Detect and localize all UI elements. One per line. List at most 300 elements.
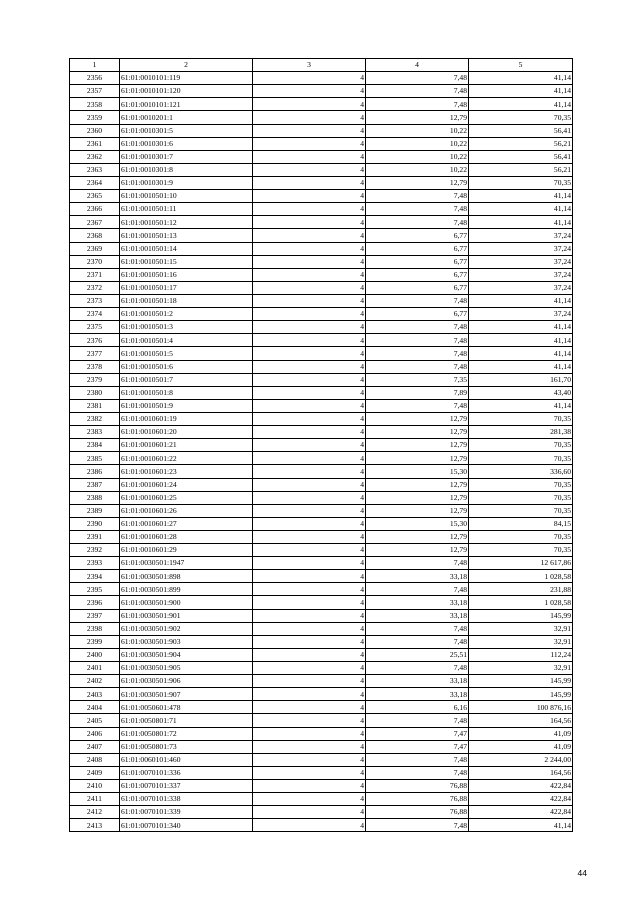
cadastral-number-cell: 61:01:0070101:339 (120, 806, 253, 819)
column-5-cell: 37,24 (469, 242, 573, 255)
cadastral-number-cell: 61:01:0010501:11 (120, 203, 253, 216)
column-4-cell: 12,79 (366, 504, 469, 517)
column-3-cell: 4 (253, 294, 366, 307)
row-number-cell: 2373 (70, 294, 120, 307)
column-5-cell: 231,88 (469, 583, 573, 596)
column-5-cell: 37,24 (469, 281, 573, 294)
column-5-cell: 12 617,86 (469, 557, 573, 570)
row-number-cell: 2391 (70, 530, 120, 543)
column-5-cell: 41,14 (469, 360, 573, 373)
column-4-cell: 7,48 (366, 662, 469, 675)
cadastral-number-cell: 61:01:0010501:14 (120, 242, 253, 255)
column-5-cell: 32,91 (469, 622, 573, 635)
row-number-cell: 2412 (70, 806, 120, 819)
cadastral-number-cell: 61:01:0010101:119 (120, 72, 253, 85)
row-number-cell: 2357 (70, 85, 120, 98)
column-5-cell: 2 244,00 (469, 753, 573, 766)
column-4-cell: 12,79 (366, 478, 469, 491)
column-3-cell: 4 (253, 203, 366, 216)
column-3-cell: 4 (253, 819, 366, 832)
column-3-cell: 4 (253, 386, 366, 399)
data-table (69, 58, 573, 832)
table-row (70, 714, 573, 727)
column-5-cell: 43,40 (469, 386, 573, 399)
column-3-cell: 4 (253, 504, 366, 517)
column-4-cell: 15,30 (366, 465, 469, 478)
column-4-cell: 7,47 (366, 727, 469, 740)
cadastral-number-cell: 61:01:0010301:7 (120, 150, 253, 163)
column-4-cell: 7,48 (366, 294, 469, 307)
column-3-cell: 4 (253, 465, 366, 478)
column-3-cell: 4 (253, 596, 366, 609)
column-5-cell: 41,14 (469, 294, 573, 307)
column-3-cell: 4 (253, 740, 366, 753)
column-4-cell: 6,77 (366, 308, 469, 321)
cadastral-number-cell: 61:01:0030501:901 (120, 609, 253, 622)
column-4-cell: 12,79 (366, 426, 469, 439)
column-4-cell: 10,22 (366, 163, 469, 176)
column-3-cell: 4 (253, 373, 366, 386)
table-row (70, 793, 573, 806)
table-row (70, 557, 573, 570)
column-4-cell: 7,89 (366, 386, 469, 399)
row-number-cell: 2358 (70, 98, 120, 111)
column-5-cell: 84,15 (469, 517, 573, 530)
cadastral-number-cell: 61:01:0070101:336 (120, 766, 253, 779)
cadastral-number-cell: 61:01:0050801:72 (120, 727, 253, 740)
column-3-cell: 4 (253, 662, 366, 675)
table-row (70, 648, 573, 661)
column-header: 1 (70, 59, 120, 72)
column-5-cell: 41,14 (469, 334, 573, 347)
column-4-cell: 33,18 (366, 596, 469, 609)
row-number-cell: 2370 (70, 255, 120, 268)
cadastral-number-cell: 61:01:0010601:26 (120, 504, 253, 517)
row-number-cell: 2359 (70, 111, 120, 124)
cadastral-number-cell: 61:01:0030501:906 (120, 675, 253, 688)
row-number-cell: 2363 (70, 163, 120, 176)
table-row (70, 596, 573, 609)
table-row (70, 452, 573, 465)
cadastral-number-cell: 61:01:0010501:12 (120, 216, 253, 229)
cadastral-number-cell: 61:01:0010301:8 (120, 163, 253, 176)
column-4-cell: 7,48 (366, 347, 469, 360)
column-5-cell: 41,14 (469, 203, 573, 216)
column-5-cell: 41,14 (469, 321, 573, 334)
cadastral-number-cell: 61:01:0010501:13 (120, 229, 253, 242)
column-3-cell: 4 (253, 334, 366, 347)
row-number-cell: 2389 (70, 504, 120, 517)
cadastral-number-cell: 61:01:0010601:19 (120, 412, 253, 425)
table-row (70, 334, 573, 347)
row-number-cell: 2408 (70, 753, 120, 766)
row-number-cell: 2390 (70, 517, 120, 530)
row-number-cell: 2411 (70, 793, 120, 806)
column-3-cell: 4 (253, 426, 366, 439)
column-3-cell: 4 (253, 530, 366, 543)
table-row (70, 268, 573, 281)
column-5-cell: 41,14 (469, 216, 573, 229)
column-5-cell: 164,56 (469, 714, 573, 727)
column-5-cell: 336,60 (469, 465, 573, 478)
table-row (70, 609, 573, 622)
table-row (70, 635, 573, 648)
cadastral-number-cell: 61:01:0030501:899 (120, 583, 253, 596)
column-4-cell: 6,77 (366, 255, 469, 268)
row-number-cell: 2380 (70, 386, 120, 399)
column-4-cell: 12,79 (366, 111, 469, 124)
table-row (70, 203, 573, 216)
column-4-cell: 7,48 (366, 321, 469, 334)
table-row (70, 111, 573, 124)
table-row (70, 229, 573, 242)
row-number-cell: 2396 (70, 596, 120, 609)
table-row (70, 281, 573, 294)
row-number-cell: 2375 (70, 321, 120, 334)
cadastral-number-cell: 61:01:0010501:7 (120, 373, 253, 386)
column-3-cell: 4 (253, 753, 366, 766)
column-5-cell: 41,14 (469, 190, 573, 203)
column-4-cell: 7,48 (366, 399, 469, 412)
column-5-cell: 70,35 (469, 412, 573, 425)
column-5-cell: 70,35 (469, 530, 573, 543)
row-number-cell: 2386 (70, 465, 120, 478)
table-row (70, 478, 573, 491)
column-5-cell: 145,99 (469, 609, 573, 622)
table-row (70, 465, 573, 478)
column-3-cell: 4 (253, 793, 366, 806)
column-header: 4 (366, 59, 469, 72)
table-row (70, 294, 573, 307)
column-3-cell: 4 (253, 412, 366, 425)
column-5-cell: 100 876,16 (469, 701, 573, 714)
column-3-cell: 4 (253, 85, 366, 98)
table-row (70, 360, 573, 373)
column-5-cell: 70,35 (469, 504, 573, 517)
table-row (70, 780, 573, 793)
cadastral-number-cell: 61:01:0010601:29 (120, 544, 253, 557)
table-row (70, 675, 573, 688)
column-4-cell: 7,48 (366, 753, 469, 766)
column-5-cell: 164,56 (469, 766, 573, 779)
row-number-cell: 2403 (70, 688, 120, 701)
table-row (70, 570, 573, 583)
table-row (70, 399, 573, 412)
column-5-cell: 422,84 (469, 806, 573, 819)
cadastral-number-cell: 61:01:0010601:20 (120, 426, 253, 439)
table-row (70, 98, 573, 111)
table-row (70, 426, 573, 439)
row-number-cell: 2377 (70, 347, 120, 360)
cadastral-number-cell: 61:01:0030501:907 (120, 688, 253, 701)
column-3-cell: 4 (253, 766, 366, 779)
column-4-cell: 12,79 (366, 439, 469, 452)
row-number-cell: 2374 (70, 308, 120, 321)
table-row (70, 583, 573, 596)
table-row (70, 150, 573, 163)
column-5-cell: 145,99 (469, 688, 573, 701)
cadastral-number-cell: 61:01:0050801:71 (120, 714, 253, 727)
cadastral-number-cell: 61:01:0030501:903 (120, 635, 253, 648)
table-row (70, 137, 573, 150)
column-4-cell: 7,48 (366, 216, 469, 229)
table-row (70, 85, 573, 98)
cadastral-number-cell: 61:01:0010501:15 (120, 255, 253, 268)
column-3-cell: 4 (253, 727, 366, 740)
row-number-cell: 2399 (70, 635, 120, 648)
column-4-cell: 76,88 (366, 780, 469, 793)
column-3-cell: 4 (253, 268, 366, 281)
cadastral-number-cell: 61:01:0010501:2 (120, 308, 253, 321)
column-5-cell: 37,24 (469, 268, 573, 281)
column-5-cell: 112,24 (469, 648, 573, 661)
table-row (70, 124, 573, 137)
cadastral-number-cell: 61:01:0010601:23 (120, 465, 253, 478)
column-4-cell: 7,48 (366, 85, 469, 98)
cadastral-number-cell: 61:01:0010601:25 (120, 491, 253, 504)
column-4-cell: 33,18 (366, 609, 469, 622)
row-number-cell: 2385 (70, 452, 120, 465)
cadastral-number-cell: 61:01:0050801:73 (120, 740, 253, 753)
column-5-cell: 422,84 (469, 793, 573, 806)
column-5-cell: 70,35 (469, 452, 573, 465)
column-4-cell: 7,48 (366, 334, 469, 347)
table-row (70, 373, 573, 386)
column-5-cell: 70,35 (469, 439, 573, 452)
column-3-cell: 4 (253, 622, 366, 635)
table-row (70, 439, 573, 452)
table-row (70, 662, 573, 675)
row-number-cell: 2387 (70, 478, 120, 491)
cadastral-number-cell: 61:01:0030501:900 (120, 596, 253, 609)
column-4-cell: 12,79 (366, 491, 469, 504)
row-number-cell: 2371 (70, 268, 120, 281)
column-4-cell: 33,18 (366, 675, 469, 688)
column-5-cell: 32,91 (469, 662, 573, 675)
column-4-cell: 12,79 (366, 530, 469, 543)
column-header: 3 (253, 59, 366, 72)
row-number-cell: 2413 (70, 819, 120, 832)
cadastral-number-cell: 61:01:0030501:905 (120, 662, 253, 675)
column-5-cell: 32,91 (469, 635, 573, 648)
column-5-cell: 70,35 (469, 544, 573, 557)
cadastral-number-cell: 61:01:0010601:21 (120, 439, 253, 452)
column-5-cell: 70,35 (469, 176, 573, 189)
column-header: 2 (120, 59, 253, 72)
column-5-cell: 41,14 (469, 98, 573, 111)
cadastral-number-cell: 61:01:0070101:340 (120, 819, 253, 832)
row-number-cell: 2379 (70, 373, 120, 386)
row-number-cell: 2362 (70, 150, 120, 163)
column-3-cell: 4 (253, 517, 366, 530)
column-3-cell: 4 (253, 308, 366, 321)
column-5-cell: 41,09 (469, 727, 573, 740)
column-5-cell: 145,99 (469, 675, 573, 688)
column-3-cell: 4 (253, 190, 366, 203)
column-3-cell: 4 (253, 570, 366, 583)
table-row (70, 727, 573, 740)
column-4-cell: 33,18 (366, 688, 469, 701)
column-3-cell: 4 (253, 688, 366, 701)
cadastral-number-cell: 61:01:0010501:6 (120, 360, 253, 373)
column-4-cell: 7,48 (366, 714, 469, 727)
table-row (70, 216, 573, 229)
column-5-cell: 56,21 (469, 163, 573, 176)
column-3-cell: 4 (253, 216, 366, 229)
cadastral-number-cell: 61:01:0030501:904 (120, 648, 253, 661)
column-4-cell: 7,48 (366, 190, 469, 203)
cadastral-number-cell: 61:01:0060101:460 (120, 753, 253, 766)
column-5-cell: 70,35 (469, 491, 573, 504)
column-4-cell: 7,48 (366, 583, 469, 596)
column-3-cell: 4 (253, 98, 366, 111)
table-row (70, 530, 573, 543)
table-row (70, 386, 573, 399)
table-row (70, 504, 573, 517)
table-row (70, 766, 573, 779)
row-number-cell: 2394 (70, 570, 120, 583)
row-number-cell: 2366 (70, 203, 120, 216)
table-row (70, 321, 573, 334)
column-5-cell: 37,24 (469, 255, 573, 268)
column-5-cell: 1 028,58 (469, 596, 573, 609)
table-row (70, 412, 573, 425)
column-3-cell: 4 (253, 714, 366, 727)
column-3-cell: 4 (253, 72, 366, 85)
column-5-cell: 281,38 (469, 426, 573, 439)
column-4-cell: 12,79 (366, 412, 469, 425)
column-5-cell: 70,35 (469, 111, 573, 124)
cadastral-number-cell: 61:01:0010501:8 (120, 386, 253, 399)
column-4-cell: 25,51 (366, 648, 469, 661)
row-number-cell: 2367 (70, 216, 120, 229)
cadastral-number-cell: 61:01:0010501:5 (120, 347, 253, 360)
column-3-cell: 4 (253, 609, 366, 622)
page-number: 44 (577, 868, 587, 878)
table-row (70, 163, 573, 176)
column-3-cell: 4 (253, 780, 366, 793)
column-3-cell: 4 (253, 347, 366, 360)
row-number-cell: 2364 (70, 176, 120, 189)
column-5-cell: 1 028,58 (469, 570, 573, 583)
row-number-cell: 2407 (70, 740, 120, 753)
column-3-cell: 4 (253, 150, 366, 163)
column-4-cell: 7,48 (366, 819, 469, 832)
cadastral-number-cell: 61:01:0010101:121 (120, 98, 253, 111)
row-number-cell: 2400 (70, 648, 120, 661)
column-4-cell: 10,22 (366, 137, 469, 150)
column-5-cell: 161,70 (469, 373, 573, 386)
table-row (70, 308, 573, 321)
column-5-cell: 41,09 (469, 740, 573, 753)
column-5-cell: 70,35 (469, 478, 573, 491)
cadastral-number-cell: 61:01:0010601:22 (120, 452, 253, 465)
row-number-cell: 2360 (70, 124, 120, 137)
table-row (70, 701, 573, 714)
column-3-cell: 4 (253, 124, 366, 137)
cadastral-number-cell: 61:01:0070101:337 (120, 780, 253, 793)
column-4-cell: 76,88 (366, 793, 469, 806)
column-4-cell: 15,30 (366, 517, 469, 530)
cadastral-number-cell: 61:01:0010301:5 (120, 124, 253, 137)
cadastral-number-cell: 61:01:0010501:9 (120, 399, 253, 412)
row-number-cell: 2398 (70, 622, 120, 635)
column-3-cell: 4 (253, 648, 366, 661)
column-4-cell: 6,16 (366, 701, 469, 714)
cadastral-number-cell: 61:01:0070101:338 (120, 793, 253, 806)
row-number-cell: 2397 (70, 609, 120, 622)
column-5-cell: 41,14 (469, 347, 573, 360)
cadastral-number-cell: 61:01:0010101:120 (120, 85, 253, 98)
cadastral-number-cell: 61:01:0030501:1947 (120, 557, 253, 570)
row-number-cell: 2404 (70, 701, 120, 714)
column-4-cell: 7,48 (366, 98, 469, 111)
row-number-cell: 2382 (70, 412, 120, 425)
cadastral-number-cell: 61:01:0050601:478 (120, 701, 253, 714)
column-5-cell: 422,84 (469, 780, 573, 793)
column-3-cell: 4 (253, 557, 366, 570)
column-4-cell: 76,88 (366, 806, 469, 819)
column-header: 5 (469, 59, 573, 72)
column-4-cell: 10,22 (366, 124, 469, 137)
column-3-cell: 4 (253, 439, 366, 452)
cadastral-number-cell: 61:01:0010501:17 (120, 281, 253, 294)
row-number-cell: 2361 (70, 137, 120, 150)
column-4-cell: 12,79 (366, 544, 469, 557)
table-body (70, 72, 573, 832)
column-3-cell: 4 (253, 399, 366, 412)
column-4-cell: 6,77 (366, 242, 469, 255)
table-row (70, 255, 573, 268)
column-4-cell: 7,48 (366, 635, 469, 648)
column-4-cell: 7,35 (366, 373, 469, 386)
cadastral-number-cell: 61:01:0010501:18 (120, 294, 253, 307)
column-3-cell: 4 (253, 281, 366, 294)
cadastral-number-cell: 61:01:0010301:9 (120, 176, 253, 189)
cadastral-number-cell: 61:01:0010501:3 (120, 321, 253, 334)
column-4-cell: 7,48 (366, 622, 469, 635)
column-4-cell: 7,48 (366, 766, 469, 779)
row-number-cell: 2393 (70, 557, 120, 570)
row-number-cell: 2368 (70, 229, 120, 242)
column-5-cell: 41,14 (469, 85, 573, 98)
column-5-cell: 56,21 (469, 137, 573, 150)
column-3-cell: 4 (253, 452, 366, 465)
row-number-cell: 2395 (70, 583, 120, 596)
row-number-cell: 2383 (70, 426, 120, 439)
table-row (70, 491, 573, 504)
table-row (70, 740, 573, 753)
row-number-cell: 2388 (70, 491, 120, 504)
column-3-cell: 4 (253, 544, 366, 557)
column-5-cell: 56,41 (469, 150, 573, 163)
cadastral-number-cell: 61:01:0010601:27 (120, 517, 253, 530)
row-number-cell: 2410 (70, 780, 120, 793)
column-4-cell: 7,48 (366, 203, 469, 216)
cadastral-number-cell: 61:01:0010501:4 (120, 334, 253, 347)
column-3-cell: 4 (253, 163, 366, 176)
table-row (70, 72, 573, 85)
cadastral-number-cell: 61:01:0010501:16 (120, 268, 253, 281)
table-row (70, 544, 573, 557)
row-number-cell: 2381 (70, 399, 120, 412)
column-3-cell: 4 (253, 321, 366, 334)
column-3-cell: 4 (253, 111, 366, 124)
row-number-cell: 2405 (70, 714, 120, 727)
row-number-cell: 2356 (70, 72, 120, 85)
column-3-cell: 4 (253, 242, 366, 255)
cadastral-number-cell: 61:01:0010601:24 (120, 478, 253, 491)
